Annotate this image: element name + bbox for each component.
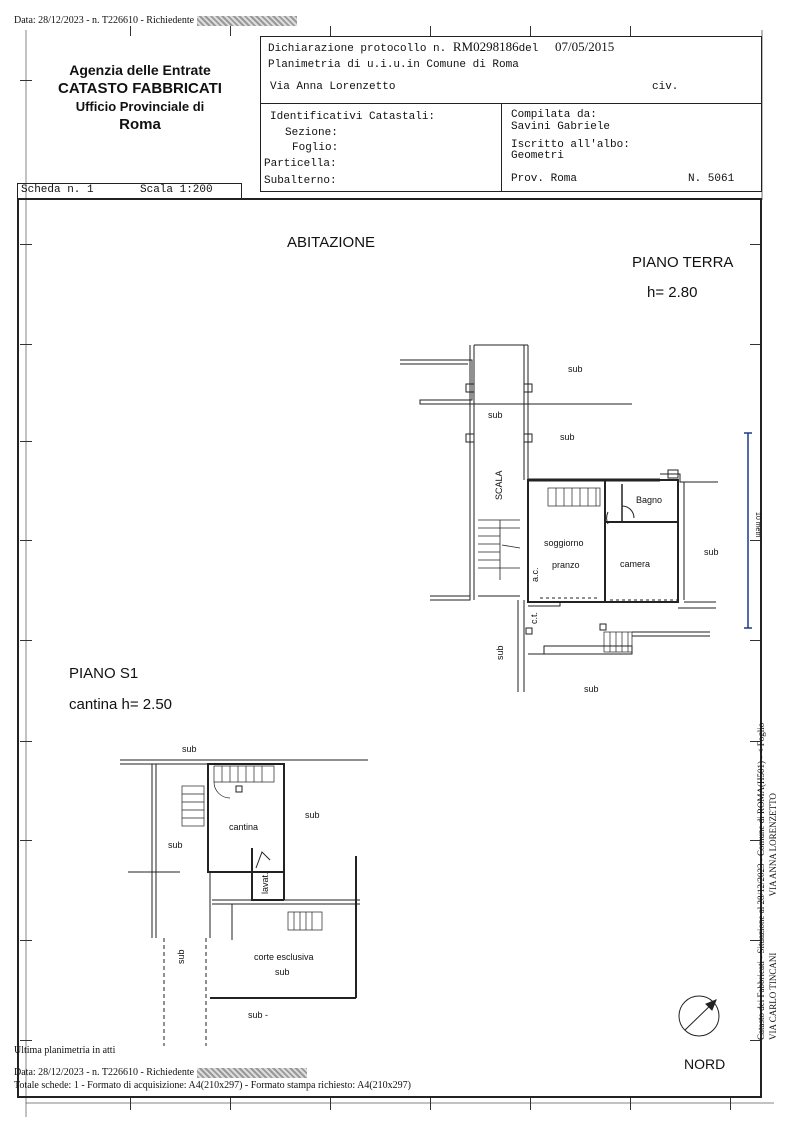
label-sub-5: sub — [584, 684, 599, 694]
piano-terra-plan — [400, 345, 718, 692]
side-text-line3: VIA ANNA LORENZETTO — [768, 793, 778, 897]
iscritto-label: Iscritto all'albo: — [511, 139, 630, 151]
label-pranzo: pranzo — [552, 560, 580, 570]
side-street-text — [767, 650, 779, 1040]
label-ct: c.t. — [529, 611, 539, 624]
declaration-del: del — [518, 43, 539, 55]
label-sub-6: sub — [182, 744, 197, 754]
address-line: Via Anna Lorenzetto — [270, 81, 396, 93]
ultima-planimetria: Ultima planimetria in atti — [14, 1045, 116, 1056]
compilata-label: Compilata da: — [511, 109, 597, 121]
prov-label: Prov. Roma — [511, 173, 578, 185]
cantina-height: cantina h= 2.50 — [69, 696, 173, 713]
declaration-date: 07/05/2015 — [555, 39, 615, 54]
side-situation-text — [755, 650, 767, 1040]
label-sub-3: sub — [560, 432, 575, 442]
footer-data-line — [14, 1067, 307, 1078]
side-text-line1: Catasto dei Fabbricati - Situazione al 28/12/2023 - Comune di ROMA(H501) - < Foglio — [756, 722, 766, 1040]
label-corte: corte esclusiva — [254, 952, 314, 962]
label-camera: camera — [620, 559, 651, 569]
piano-s1-plan — [120, 760, 368, 1046]
nord-label: NORD — [684, 1056, 726, 1072]
protocol-number: RM0298186 — [452, 39, 519, 54]
identifiers-title: Identificativi Catastali: — [270, 111, 436, 123]
compilata-name: Savini Gabriele — [511, 121, 611, 133]
label-sub-9: sub — [275, 967, 290, 977]
particella-label: Particella: — [264, 158, 337, 170]
footer-data-text: Data: 28/12/2023 - n. T226610 - Richiedente — [14, 1067, 195, 1078]
sezione-label: Sezione: — [285, 127, 338, 139]
label-sub-1: sub — [568, 364, 583, 374]
north-arrow — [679, 996, 719, 1036]
label-sub-10: sub — [495, 645, 505, 660]
civ-label: civ. — [652, 81, 679, 93]
label-sub-4: sub — [704, 547, 719, 557]
room-labels — [168, 364, 761, 1020]
scheda-label: Scheda n. 1 — [21, 184, 94, 196]
scala-label: Scala 1:200 — [140, 184, 213, 196]
piano-terra-height: h= 2.80 — [647, 284, 698, 301]
label-cantina: cantina — [229, 822, 259, 832]
label-soggiorno: soggiorno — [544, 538, 584, 548]
label-lavat: lavat. — [260, 872, 270, 894]
label-sub-7: sub — [305, 810, 320, 820]
ufficio-city: Roma — [119, 116, 161, 133]
label-sub-11: sub — [176, 949, 186, 964]
abitazione-title: ABITAZIONE — [287, 234, 376, 251]
footer-redacted-requester — [197, 1068, 307, 1078]
scale-bar-line — [744, 433, 752, 628]
label-bagno: Bagno — [636, 495, 663, 505]
foglio-label: Foglio: — [292, 142, 339, 154]
label-sub-8: sub — [168, 840, 183, 850]
piano-s1-title: PIANO S1 — [69, 665, 139, 682]
label-sub-dash: sub - — [248, 1010, 269, 1020]
declaration-prefix: Dichiarazione protocollo n. — [268, 43, 447, 55]
side-text-line2: VIA CARLO TINCANI — [768, 952, 778, 1040]
albo-number: N. 5061 — [688, 173, 735, 185]
scale-bar-label: 10 metri — [754, 512, 761, 538]
catasto-title: CATASTO FABBRICATI — [58, 80, 222, 97]
planimetry-line: Planimetria di u.i.u.in Comune di Roma — [268, 59, 519, 71]
footer-totale-line: Totale schede: 1 - Formato di acquisizione: A4(210x297) - Formato stampa richiesto: A4(210x297) — [14, 1080, 411, 1091]
label-ac: a.c. — [530, 567, 540, 582]
label-sub-2: sub — [488, 410, 503, 420]
top-request-text: Data: 28/12/2023 - n. T226610 - Richiedente — [14, 15, 195, 26]
piano-terra-title: PIANO TERRA — [632, 254, 734, 271]
ufficio-label: Ufficio Provinciale di — [75, 99, 205, 114]
label-scala: SCALA — [494, 470, 504, 500]
iscritto-value: Geometri — [511, 150, 564, 162]
agency-name: Agenzia delle Entrate — [69, 62, 211, 78]
subalterno-label: Subalterno: — [264, 175, 337, 187]
